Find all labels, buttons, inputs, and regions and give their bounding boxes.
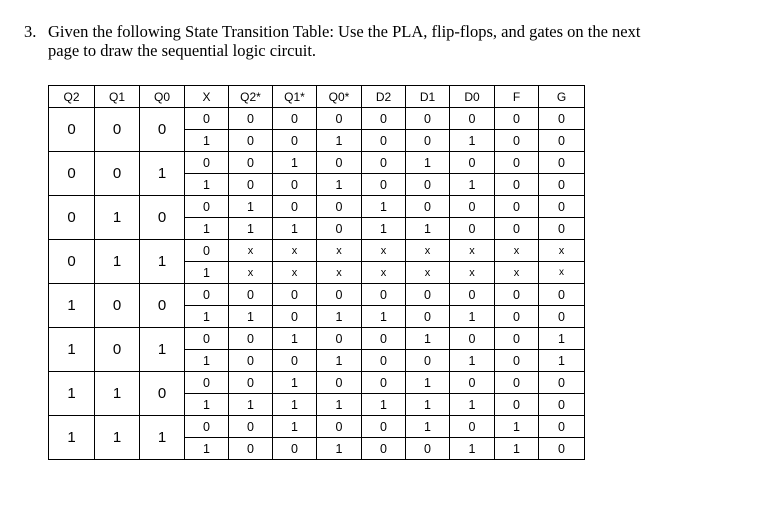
cell-d1: 0 <box>406 438 450 460</box>
cell-x: 1 <box>185 262 229 284</box>
cell-d1: 1 <box>406 152 450 174</box>
state-cell-q0: 0 <box>140 196 185 240</box>
state-cell-q0: 0 <box>140 108 185 152</box>
cell-g: x <box>539 262 585 284</box>
state-cell-q1: 1 <box>95 240 140 284</box>
cell-d2: 0 <box>362 438 406 460</box>
header-q2-next: Q2* <box>229 86 273 108</box>
cell-d1: x <box>406 240 450 262</box>
cell-d2: x <box>362 240 406 262</box>
cell-d1: 1 <box>406 372 450 394</box>
cell-q2-next: 1 <box>229 196 273 218</box>
cell-f: 0 <box>495 284 539 306</box>
header-q1-next: Q1* <box>273 86 317 108</box>
cell-d2: x <box>362 262 406 284</box>
state-cell-q1: 1 <box>95 372 140 416</box>
cell-g: 0 <box>539 372 585 394</box>
cell-f: 0 <box>495 394 539 416</box>
cell-d0: x <box>450 262 495 284</box>
cell-d2: 1 <box>362 196 406 218</box>
cell-d2: 0 <box>362 152 406 174</box>
state-cell-q1: 1 <box>95 196 140 240</box>
cell-g: 0 <box>539 416 585 438</box>
cell-x: 0 <box>185 328 229 350</box>
cell-q0-next: 1 <box>317 130 362 152</box>
cell-d0: 0 <box>450 196 495 218</box>
cell-d0: x <box>450 240 495 262</box>
cell-q2-next: x <box>229 262 273 284</box>
table-header-row <box>49 86 585 108</box>
state-cell-q2: 0 <box>49 240 95 284</box>
cell-d0: 0 <box>450 328 495 350</box>
cell-f: 0 <box>495 108 539 130</box>
cell-d0: 1 <box>450 130 495 152</box>
cell-q1-next: 0 <box>273 196 317 218</box>
cell-q0-next: 1 <box>317 174 362 196</box>
cell-x: 1 <box>185 394 229 416</box>
state-cell-q0: 0 <box>140 284 185 328</box>
cell-g: 0 <box>539 108 585 130</box>
state-cell-q2: 1 <box>49 328 95 372</box>
table-row <box>49 284 585 306</box>
cell-g: x <box>539 240 585 262</box>
cell-f: 0 <box>495 174 539 196</box>
cell-d0: 0 <box>450 416 495 438</box>
cell-g: 0 <box>539 438 585 460</box>
cell-d2: 1 <box>362 306 406 328</box>
state-cell-q0: 1 <box>140 328 185 372</box>
cell-d0: 1 <box>450 438 495 460</box>
cell-d2: 0 <box>362 372 406 394</box>
cell-q2-next: 0 <box>229 438 273 460</box>
cell-q2-next: 0 <box>229 130 273 152</box>
table-row <box>49 240 585 262</box>
cell-d2: 0 <box>362 416 406 438</box>
cell-g: 0 <box>539 196 585 218</box>
cell-q2-next: 0 <box>229 372 273 394</box>
cell-d2: 1 <box>362 394 406 416</box>
cell-d1: 1 <box>406 328 450 350</box>
state-transition-table <box>48 85 585 460</box>
state-cell-q0: 0 <box>140 372 185 416</box>
question-line-2: page to draw the sequential logic circuit. <box>48 41 317 60</box>
cell-q2-next: 1 <box>229 394 273 416</box>
cell-f: 1 <box>495 416 539 438</box>
table-row <box>49 152 585 174</box>
state-cell-q2: 0 <box>49 152 95 196</box>
cell-d2: 1 <box>362 218 406 240</box>
state-cell-q0: 1 <box>140 240 185 284</box>
cell-x: 0 <box>185 284 229 306</box>
cell-q0-next: 1 <box>317 394 362 416</box>
table-row <box>49 196 585 218</box>
cell-q1-next: 0 <box>273 438 317 460</box>
cell-g: 0 <box>539 130 585 152</box>
question-number: 3. <box>24 22 37 41</box>
cell-g: 0 <box>539 218 585 240</box>
cell-f: 0 <box>495 130 539 152</box>
cell-f: 0 <box>495 372 539 394</box>
header-q2: Q2 <box>49 86 95 108</box>
cell-x: 1 <box>185 130 229 152</box>
cell-q2-next: 1 <box>229 218 273 240</box>
cell-d2: 0 <box>362 174 406 196</box>
state-cell-q1: 0 <box>95 108 140 152</box>
state-cell-q1: 0 <box>95 284 140 328</box>
table-row <box>49 416 585 438</box>
cell-d1: 0 <box>406 130 450 152</box>
cell-q1-next: 1 <box>273 152 317 174</box>
header-d2: D2 <box>362 86 406 108</box>
cell-f: 0 <box>495 328 539 350</box>
cell-q0-next: 0 <box>317 416 362 438</box>
cell-d0: 0 <box>450 218 495 240</box>
cell-d1: 0 <box>406 284 450 306</box>
cell-q1-next: x <box>273 240 317 262</box>
cell-x: 0 <box>185 372 229 394</box>
cell-q1-next: 1 <box>273 372 317 394</box>
cell-q0-next: x <box>317 262 362 284</box>
cell-d0: 0 <box>450 372 495 394</box>
cell-q2-next: 0 <box>229 284 273 306</box>
cell-f: 0 <box>495 306 539 328</box>
cell-q0-next: x <box>317 240 362 262</box>
state-cell-q2: 1 <box>49 372 95 416</box>
cell-q1-next: 0 <box>273 350 317 372</box>
state-cell-q0: 1 <box>140 152 185 196</box>
cell-d1: 0 <box>406 108 450 130</box>
cell-d1: 0 <box>406 350 450 372</box>
cell-d2: 0 <box>362 130 406 152</box>
cell-f: x <box>495 262 539 284</box>
cell-g: 0 <box>539 174 585 196</box>
cell-d1: 1 <box>406 394 450 416</box>
cell-x: 0 <box>185 196 229 218</box>
cell-d0: 1 <box>450 306 495 328</box>
header-q0: Q0 <box>140 86 185 108</box>
cell-x: 0 <box>185 416 229 438</box>
cell-q1-next: 0 <box>273 130 317 152</box>
header-f: F <box>495 86 539 108</box>
cell-q1-next: 0 <box>273 174 317 196</box>
table-row <box>49 328 585 350</box>
cell-d0: 1 <box>450 350 495 372</box>
header-d1: D1 <box>406 86 450 108</box>
cell-q2-next: x <box>229 240 273 262</box>
cell-d2: 0 <box>362 328 406 350</box>
state-cell-q0: 1 <box>140 416 185 460</box>
cell-d1: 0 <box>406 196 450 218</box>
state-cell-q1: 0 <box>95 152 140 196</box>
cell-x: 1 <box>185 174 229 196</box>
header-x: X <box>185 86 229 108</box>
cell-x: 0 <box>185 152 229 174</box>
cell-q2-next: 0 <box>229 152 273 174</box>
cell-d0: 1 <box>450 394 495 416</box>
cell-q0-next: 1 <box>317 306 362 328</box>
cell-q0-next: 0 <box>317 108 362 130</box>
cell-x: 1 <box>185 218 229 240</box>
cell-g: 0 <box>539 152 585 174</box>
state-cell-q2: 1 <box>49 416 95 460</box>
cell-q2-next: 0 <box>229 174 273 196</box>
header-g: G <box>539 86 585 108</box>
cell-d2: 0 <box>362 284 406 306</box>
cell-q1-next: x <box>273 262 317 284</box>
cell-f: 0 <box>495 196 539 218</box>
cell-x: 0 <box>185 240 229 262</box>
cell-g: 0 <box>539 306 585 328</box>
header-q1: Q1 <box>95 86 140 108</box>
header-d0: D0 <box>450 86 495 108</box>
state-cell-q1: 1 <box>95 416 140 460</box>
cell-d1: 0 <box>406 174 450 196</box>
cell-d2: 0 <box>362 108 406 130</box>
cell-d0: 1 <box>450 174 495 196</box>
state-cell-q2: 1 <box>49 284 95 328</box>
question-line-1: Given the following State Transition Table: Use the PLA, flip-flops, and gates on the next <box>48 22 641 41</box>
cell-d1: 1 <box>406 218 450 240</box>
cell-f: 1 <box>495 438 539 460</box>
cell-f: x <box>495 240 539 262</box>
cell-q0-next: 0 <box>317 372 362 394</box>
cell-q0-next: 0 <box>317 328 362 350</box>
question-prompt <box>24 22 764 60</box>
cell-g: 1 <box>539 350 585 372</box>
cell-d0: 0 <box>450 108 495 130</box>
cell-q2-next: 0 <box>229 108 273 130</box>
cell-d1: 1 <box>406 416 450 438</box>
cell-x: 1 <box>185 438 229 460</box>
cell-d1: 0 <box>406 306 450 328</box>
cell-f: 0 <box>495 350 539 372</box>
cell-f: 0 <box>495 218 539 240</box>
cell-q2-next: 0 <box>229 328 273 350</box>
cell-d2: 0 <box>362 350 406 372</box>
state-cell-q2: 0 <box>49 196 95 240</box>
cell-q1-next: 1 <box>273 218 317 240</box>
cell-x: 1 <box>185 350 229 372</box>
cell-q0-next: 1 <box>317 350 362 372</box>
cell-q1-next: 1 <box>273 416 317 438</box>
state-cell-q2: 0 <box>49 108 95 152</box>
cell-g: 0 <box>539 284 585 306</box>
state-cell-q1: 0 <box>95 328 140 372</box>
cell-d0: 0 <box>450 284 495 306</box>
cell-x: 0 <box>185 108 229 130</box>
cell-q2-next: 1 <box>229 306 273 328</box>
table-row <box>49 372 585 394</box>
cell-g: 1 <box>539 328 585 350</box>
cell-g: 0 <box>539 394 585 416</box>
cell-f: 0 <box>495 152 539 174</box>
cell-q0-next: 1 <box>317 438 362 460</box>
cell-d0: 0 <box>450 152 495 174</box>
cell-q1-next: 1 <box>273 328 317 350</box>
cell-q0-next: 0 <box>317 152 362 174</box>
cell-q0-next: 0 <box>317 196 362 218</box>
cell-q2-next: 0 <box>229 350 273 372</box>
table-row <box>49 108 585 130</box>
cell-q0-next: 0 <box>317 284 362 306</box>
cell-q0-next: 0 <box>317 218 362 240</box>
cell-x: 1 <box>185 306 229 328</box>
cell-d1: x <box>406 262 450 284</box>
cell-q1-next: 0 <box>273 284 317 306</box>
cell-q2-next: 0 <box>229 416 273 438</box>
header-q0-next: Q0* <box>317 86 362 108</box>
cell-q1-next: 1 <box>273 394 317 416</box>
cell-q1-next: 0 <box>273 306 317 328</box>
cell-q1-next: 0 <box>273 108 317 130</box>
